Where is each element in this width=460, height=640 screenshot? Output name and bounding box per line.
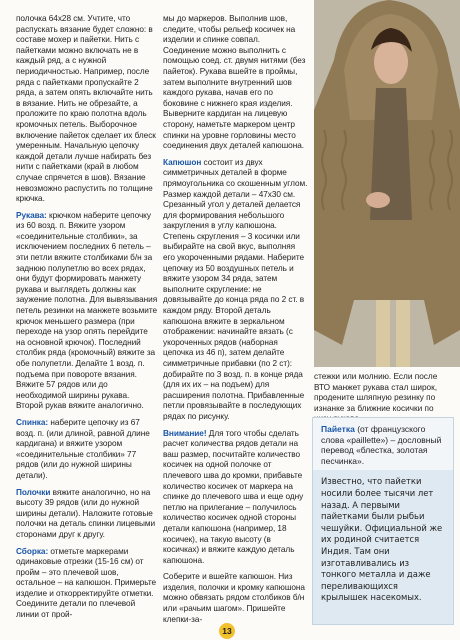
model-photo: [314, 0, 460, 367]
col1-paragraph: [16, 211, 158, 412]
sidebar-body: Известно, что пайетки носили более тысячи лет назад. А первыми пайетками были рыбьи чешуйки. Официальной же их родиной считается Индия. Там они изготавливались из тонкого металла и даже переливающихся крылышек насекомых.: [321, 476, 443, 603]
col2-paragraph: [163, 158, 308, 423]
paragraph-text: полочка 64х28 см. Учтите, что распускать вязание будет сложно: в составе мохер и пайетки. Нить с пайетками можно включать не в каждый ряд, а с нужной периодичностью. Например, после ряда с пайетками пропускайте 2 ряда, а затем опять включайте нить в вязание. Нить не обрезайте, а проложите по краю полотна вдоль кромочных петель. Выборочное включение пайеток сделает их блеск умеренным. Начальную цепочку каждой детали лучше набирать без нити с пайетками (край в любом случае спрячется в шов). Вязание невозможно распустить по толщине крючка.: [16, 14, 156, 204]
column-3-paragraph: стежки или молнию. Если после ВТО манжет рукава стал широк, продените шляпную резинку по изнанке за ближние косички по: [314, 372, 438, 413]
col1-paragraph: [16, 488, 158, 541]
paragraph-text: Соберите и вшейте капюшон. Низ изделия, полочки и кромку капюшона можно обвязать рядом столбиков б/н или «рачьим шагом». Пришейте клепки-за-: [163, 572, 305, 624]
col1-paragraph: [16, 547, 158, 621]
section-heading: Полочки: [16, 487, 51, 497]
paragraph-text: крючком наберите цепочку из 60 возд. п. Вяжите узором «соединительные столбики», за исключением последних 6 петель – эти петли вяжите столбиками б/н за заднюю полупетлю во всех рядах, они будут формировать манжету рукава и выглядеть должны как заужение полотна. Для вывязывания петель резинки на манжете возьмите крючок меньшего размера (при переходе на узор опять перейдите на основной крючок). Последний столбик ряда (кромочный) вяжите за обе полупетли. Делайте 1 возд. п. подъема при повороте вязания. Вяжите 57 рядов или до необходимой ширины рукава. Второй рукав вяжите аналогично.: [16, 210, 158, 411]
section-heading: Внимание!: [163, 428, 207, 438]
col2-paragraph: [163, 429, 308, 567]
text-column-2: [163, 14, 308, 631]
section-heading: Капюшон: [163, 157, 202, 167]
section-heading: Сборка:: [16, 546, 49, 556]
page-number: 13: [219, 623, 235, 639]
col1-paragraph: [16, 418, 158, 482]
paragraph-text: вяжите аналогично, но на высоту 39 рядов (или до нужной ширины детали). Наложите готовые полочки на деталь спинки лицевыми сторонами друг к другу.: [16, 487, 156, 539]
hooded-cardigan-photo: [314, 0, 460, 367]
sidebar-definition: [313, 418, 453, 470]
info-sidebar: [312, 417, 454, 625]
text-column-1: [16, 14, 158, 627]
col2-paragraph: [163, 572, 308, 625]
section-heading: Спинка:: [16, 417, 49, 427]
col1-paragraph: [16, 14, 158, 205]
col2-paragraph: [163, 14, 308, 152]
paragraph-text: отметьте маркерами одинаковые отрезки (15-16 см) от пройм – это плечевой шов, остальное – на капюшон. Примерьте изделие и откорректируйте отметки. Соедините детали по плечевой линии от прой-: [16, 546, 157, 620]
paragraph-text: состоит из двух симметричных деталей в форме прямоугольника со скошенным углом. Размер каждой детали – 47х30 см. Срезанный угол у деталей делается для формирования небольшого закругления в углу капюшона. Степень скругления – 3 косички или выбирайте на свой вкус, выполняя его укороченными рядами. Наберите цепочку из 50 воздушных петель и вяжите узором 34 ряда, затем выполните скругление: не довязывайте до конца ряда по 2 ст. в каждом ряду. Второй деталь капюшона вяжите в зеркальном отображении: начинайте вязать (с укороченных рядов (наборная цепочка из 46 п), затем делайте симметричные прибавки (по 2 ст): добирайте по 3 возд. п. в конце ряда (для их их – на подъем) для расширения полотна. Прибавленные петли провязывайте в последующих рядах по рисунку.: [163, 157, 308, 421]
sidebar-term: Пайетка: [321, 424, 355, 434]
sidebar-definition-text: (от французского слова «paillette») – дословный перевод «блестка, золотая песчинка».: [321, 424, 442, 466]
paragraph-text: наберите цепочку из 67 возд. п. (или длиной, равной длине кардигана) и вяжите узором «соединительные столбики» 77 рядов (или до нужной ширины детали).: [16, 417, 150, 480]
paragraph-text: Для того чтобы сделать расчет количества рядов детали на ваш размер, посчитайте количество косичек на одной полочке от плечевого шва до кромки, прибавьте количество косичек от маркера на спинке до плечевого шва и еще одну петлю на прилегание – получилось количество косичек одной стороны детали капюшона (например, 18 косичек), на такую высоту (в косичках) и вяжите каждую деталь капюшона.: [163, 428, 304, 565]
section-heading: Рукава:: [16, 210, 47, 220]
paragraph-text: мы до маркеров. Выполнив шов, следите, чтобы рельеф косичек на изделии и спинке совпал. Соединение можно выполнить с помощью соед. ст. двумя нитями (без пайеток). Рукава вшейте в проймы, затем выполните внутренний шов каждого рукава, начав его по боковине с нижнего края изделия. Выверните кардиган на лицевую сторону, наметьте маркером центр спинки на уровне горловины место соединения двух деталей капюшона.: [163, 14, 306, 151]
